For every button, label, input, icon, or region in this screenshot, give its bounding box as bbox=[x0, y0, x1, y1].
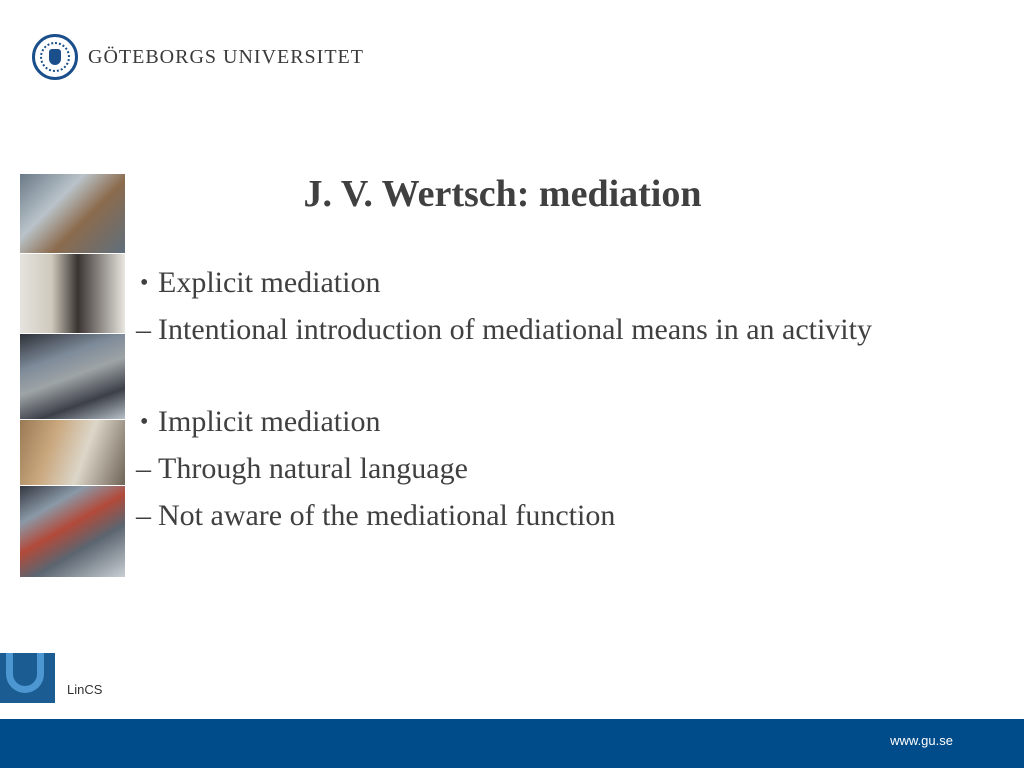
bullet-item bbox=[136, 262, 876, 304]
university-name: GÖTEBORGS UNIVERSITET bbox=[88, 45, 364, 68]
sub-bullet-item bbox=[136, 448, 876, 490]
sub-bullet-text: Not aware of the mediational function bbox=[158, 499, 616, 532]
lincs-logo-icon bbox=[0, 653, 55, 703]
student-reading-photo bbox=[20, 420, 125, 486]
bullet-marker: • bbox=[140, 270, 149, 296]
sub-bullet-text: Through natural language bbox=[158, 452, 468, 485]
photo-strip bbox=[20, 174, 125, 578]
dash-marker: – bbox=[136, 313, 151, 346]
dash-marker: – bbox=[136, 499, 151, 532]
bullet-marker: • bbox=[140, 409, 149, 435]
sub-bullet-text: Intentional introduction of mediational means in an activity bbox=[158, 313, 872, 346]
sub-bullet-item bbox=[136, 309, 876, 351]
university-seal-icon bbox=[32, 34, 78, 80]
bullet-item bbox=[136, 401, 876, 443]
dash-marker: – bbox=[136, 452, 151, 485]
slide-title: J. V. Wertsch: mediation bbox=[303, 173, 702, 215]
computer-lab-photo bbox=[20, 334, 125, 420]
bullet-text: Implicit mediation bbox=[158, 405, 381, 438]
student-thinking-photo bbox=[20, 254, 125, 334]
footer-url[interactable]: www.gu.se bbox=[890, 733, 953, 748]
lincs-label: LinCS bbox=[67, 682, 103, 697]
university-logo bbox=[32, 34, 364, 80]
computer-lab-photo-2 bbox=[20, 486, 125, 578]
footer-bar bbox=[0, 719, 1024, 768]
classroom-photo bbox=[20, 174, 125, 254]
sub-bullet-item bbox=[136, 495, 876, 537]
slide-content bbox=[136, 262, 876, 537]
bullet-text: Explicit mediation bbox=[158, 266, 381, 299]
